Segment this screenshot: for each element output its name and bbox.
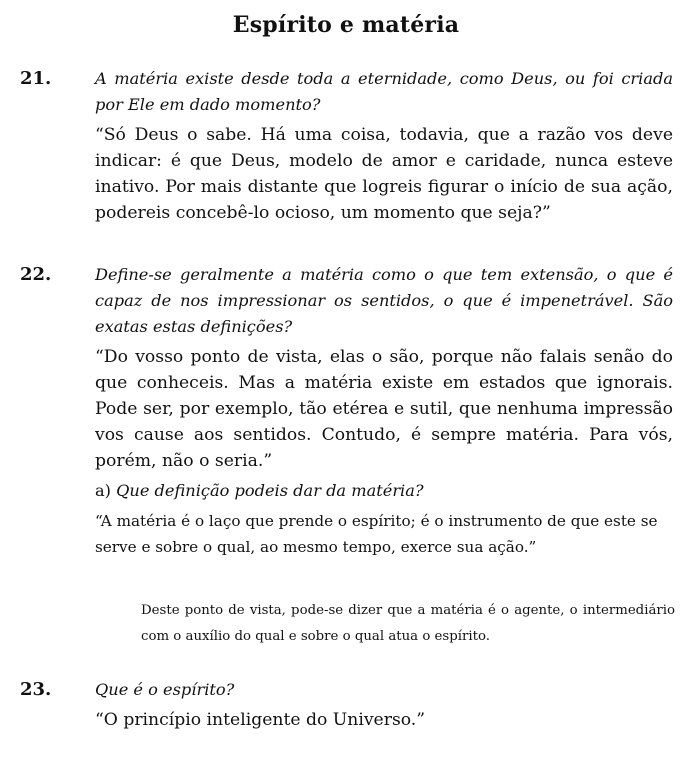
commentary-22: Deste ponto de vista, pode-se dizer que a matéria é o agente, o intermediário com o auxílio do qual e sobre o qual atua o espírito. [141,603,675,644]
question-block-21 [95,66,673,226]
answer-text-21: “Só Deus o sabe. Há uma coisa, todavia, que a razão vos deve indicar: é que Deus, modelo de amor e caridade, nunca esteve inativo. Por mais distante que logreis figurar o início de sua ação, podereis concebê-lo ocioso, um momento que seja?” [95,125,673,223]
sub-question-22a [95,478,673,504]
page-title: Espírito e matéria [232,12,460,38]
answer-text-23: “O princípio inteligente do Universo.” [95,710,426,730]
sub-answer-text-22a [95,508,673,560]
question-number-21: 21. [20,68,52,89]
question-text-22: Define-se geralmente a matéria como o que tem extensão, o que é capaz de nos impressionar os sentidos, o que é impenetrável. São exatas estas definições? [95,265,673,336]
sub-answer-content: “A matéria é o laço que prende o espírito; é o instrumento de que este se serve e sobre o qual, ao mesmo tempo, exerce sua ação.” [95,512,658,556]
answer-text-22: “Do vosso ponto de vista, elas o são, porque não falais senão do que conheceis. Mas a matéria existe em estados que ignorais. Pode ser, por exemplo, tão etérea e sutil, que nenhuma impressão vos cause aos sentidos. Contudo, é sempre matéria. Para vós, porém, não o seria.” [95,347,673,471]
question-block-23 [95,677,673,733]
question-block-22 [95,262,673,560]
question-text-23: Que é o espírito? [95,680,235,699]
question-number-23: 23. [20,679,52,700]
sub-question-label: a) [95,481,111,500]
question-number-22: 22. [20,264,52,285]
sub-question-text: Que definição podeis dar da matéria? [116,481,424,500]
question-text-21: A matéria existe desde toda a eternidade, como Deus, ou foi criada por Ele em dado momento? [95,69,673,114]
